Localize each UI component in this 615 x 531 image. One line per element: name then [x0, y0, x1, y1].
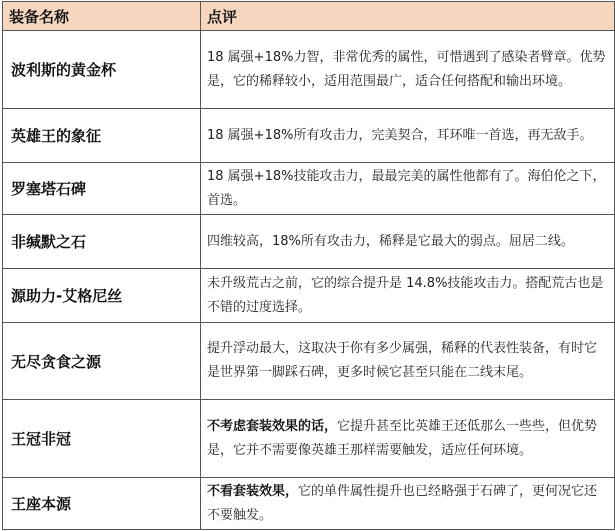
- equipment-review: 未升级荒古之前，它的综合提升是 14.8%技能攻击力。搭配荒古也是不错的过度选择。: [201, 269, 615, 323]
- header-review: 点评: [201, 2, 615, 31]
- table-row: [3, 323, 615, 400]
- equipment-name: 源助力-艾格尼丝: [3, 269, 201, 323]
- table-row: [3, 215, 615, 269]
- equipment-review: 18 属强+18%技能攻击力，最最完美的属性他都有了。海伯伦之下，首选。: [201, 163, 615, 215]
- equipment-review: 18 属强+18%力智，非常优秀的属性，可惜遇到了感染者臂章。优势是，它的稀释较小，适用范围最广，适合任何搭配和输出环境。: [201, 31, 615, 109]
- equipment-review-table: [2, 1, 615, 530]
- review-text: 它提升甚至比英雄王还低那么一些些，但优势是，它并不需要像英雄王那样需要触发，适应任何环境。: [207, 418, 598, 458]
- equipment-review: [201, 478, 615, 530]
- equipment-name: 英雄王的象征: [3, 109, 201, 163]
- equipment-review: 18 属强+18%所有攻击力，完美契合，耳环唯一首选，再无敌手。: [201, 109, 615, 163]
- equipment-name: 王冠非冠: [3, 400, 201, 478]
- table-row: [3, 109, 615, 163]
- equipment-name: 非缄默之石: [3, 215, 201, 269]
- review-emphasis: 不考虑套装效果的话，: [207, 418, 338, 434]
- review-emphasis: 不看套装效果，: [207, 483, 299, 499]
- equipment-name: 波利斯的黄金杯: [3, 31, 201, 109]
- equipment-name: 王座本源: [3, 478, 201, 530]
- equipment-name: 罗塞塔石碑: [3, 163, 201, 215]
- equipment-review: 提升浮动最大，这取决于你有多少属强，稀释的代表性装备，有时它是世界第一脚踩石碑，更多时候它甚至只能在二线末尾。: [201, 323, 615, 400]
- table-row: [3, 163, 615, 215]
- table-row: [3, 31, 615, 109]
- table-header-row: [3, 2, 615, 31]
- table-row: [3, 400, 615, 478]
- equipment-review: 四维较高，18%所有攻击力，稀释是它最大的弱点。屈居二线。: [201, 215, 615, 269]
- table-row: [3, 478, 615, 530]
- header-equipment-name: 装备名称: [3, 2, 201, 31]
- equipment-review: [201, 400, 615, 478]
- review-text: 它的单件属性提升也已经略强于石碑了，更何况它还不要触发。: [207, 483, 598, 523]
- equipment-name: 无尽贪食之源: [3, 323, 201, 400]
- table-row: [3, 269, 615, 323]
